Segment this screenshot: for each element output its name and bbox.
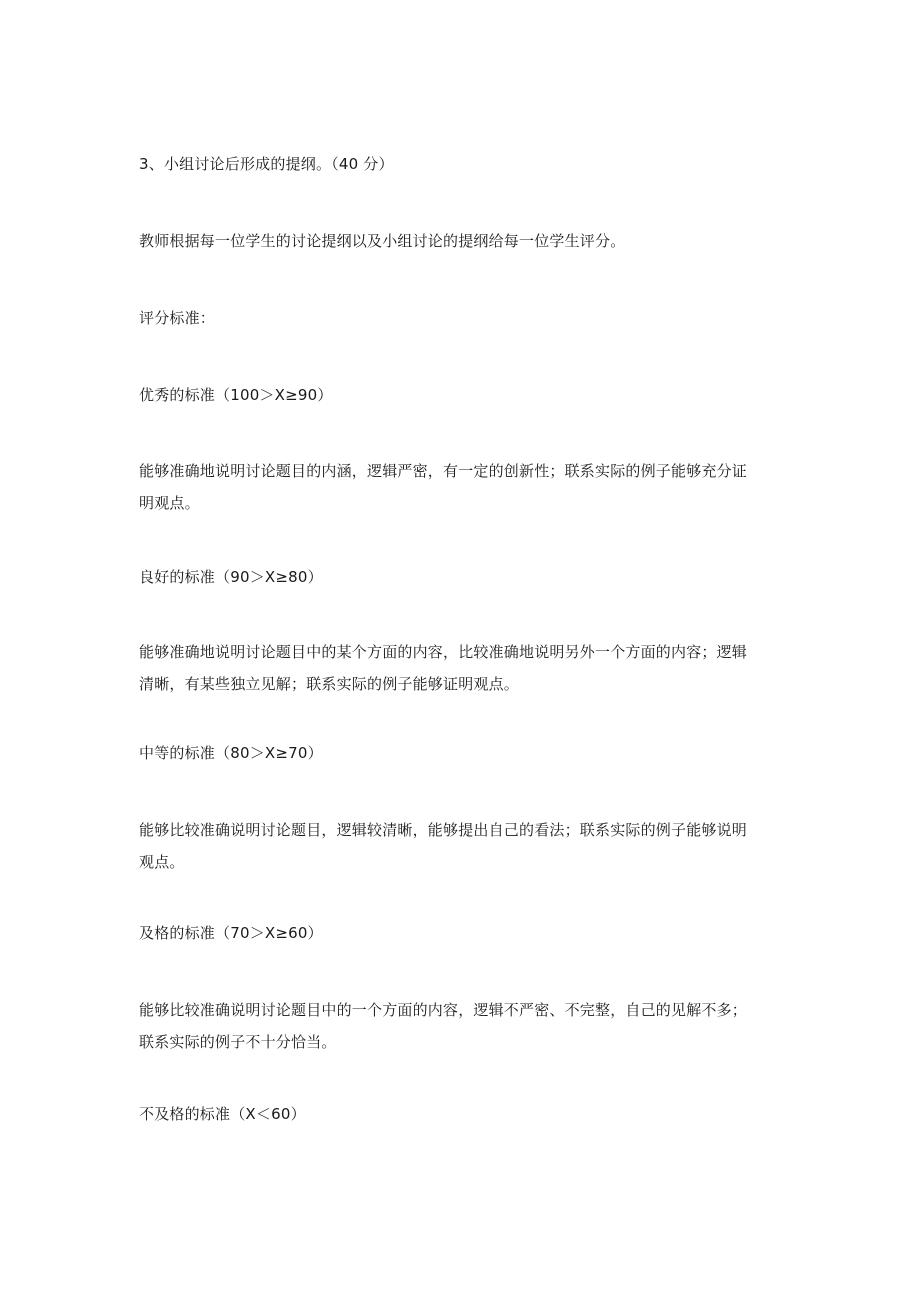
level-good-desc: [139, 636, 789, 700]
level-medium-desc-line: 能够比较准确说明讨论题目，逻辑较清晰，能够提出自己的看法；联系实际的例子能够说明: [139, 821, 748, 839]
level-medium-desc-line: 观点。: [139, 853, 185, 871]
level-excellent-desc-line: 明观点。: [139, 494, 200, 512]
criteria-label: 评分标准：: [139, 309, 216, 327]
level-fail-title: 不及格的标准（X＜60）: [139, 1105, 306, 1123]
level-pass-desc-line: 联系实际的例子不十分恰当。: [139, 1033, 337, 1051]
level-pass-title: 及格的标准（70＞X≥60）: [139, 924, 323, 942]
level-medium-desc: [139, 814, 789, 878]
level-excellent-title: 优秀的标准（100＞X≥90）: [139, 386, 333, 404]
teacher-note: 教师根据每一位学生的讨论提纲以及小组讨论的提纲给每一位学生评分。: [139, 232, 626, 250]
item3-heading: 3、小组讨论后形成的提纲。（40 分）: [139, 155, 394, 173]
level-pass-desc-line: 能够比较准确说明讨论题目中的一个方面的内容，逻辑不严密、不完整，自己的见解不多；: [139, 1001, 748, 1019]
level-excellent-desc-line: 能够准确地说明讨论题目的内涵，逻辑严密，有一定的创新性；联系实际的例子能够充分证: [139, 462, 748, 480]
level-good-desc-line: 清晰，有某些独立见解；联系实际的例子能够证明观点。: [139, 675, 520, 693]
level-excellent-desc: [139, 455, 789, 519]
level-pass-desc: [139, 994, 789, 1058]
level-medium-title: 中等的标准（80＞X≥70）: [139, 744, 323, 762]
level-good-desc-line: 能够准确地说明讨论题目中的某个方面的内容，比较准确地说明另外一个方面的内容；逻辑: [139, 643, 748, 661]
level-good-title: 良好的标准（90＞X≥80）: [139, 568, 323, 586]
